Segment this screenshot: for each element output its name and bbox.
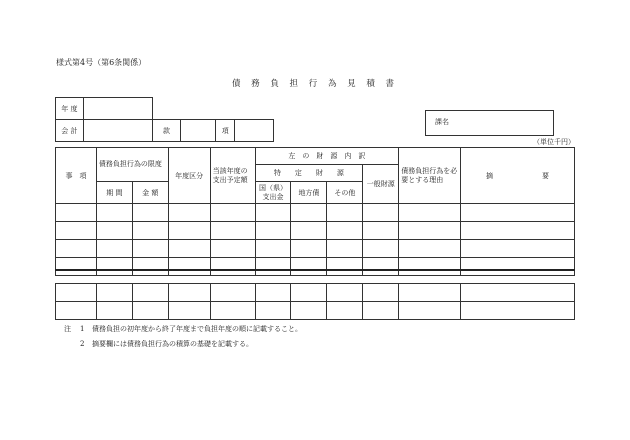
- note-1-number: 1: [80, 325, 85, 333]
- col-period-header: 期 間: [96, 182, 132, 204]
- note-2-text: 摘要欄には債務負担行為の積算の基礎を記載する。: [92, 340, 253, 348]
- table-row[interactable]: [56, 222, 575, 240]
- note-prefix: 注: [64, 325, 71, 333]
- header-table: [55, 97, 274, 142]
- unit-note: （単位千円）: [533, 138, 575, 146]
- kou-field[interactable]: [235, 120, 274, 142]
- kan-label: 款: [153, 120, 181, 142]
- table-row[interactable]: [56, 284, 575, 302]
- table-row[interactable]: [56, 204, 575, 222]
- col-local-bond-header: 地方債: [291, 182, 327, 204]
- col-remarks-header: 摘 要: [461, 148, 575, 204]
- section-name-label: 課名: [435, 118, 449, 126]
- col-amount-header: 金 額: [132, 182, 168, 204]
- year-field[interactable]: [83, 98, 153, 120]
- note-1-text: 債務負担の初年度から終了年度まで負担年度の順に記載すること。: [92, 325, 302, 333]
- table-row[interactable]: [56, 258, 575, 276]
- col-national-header: 国（県）支出金: [255, 182, 291, 204]
- account-field[interactable]: [83, 120, 153, 142]
- col-other-header: その他: [327, 182, 363, 204]
- col-item-header: 事 項: [56, 148, 97, 204]
- kou-label: 項: [216, 120, 235, 142]
- col-specific-funds-header: 特 定 財 源: [255, 165, 363, 182]
- account-label: 会 計: [56, 120, 84, 142]
- main-table: [55, 147, 575, 276]
- table-row[interactable]: [56, 302, 575, 320]
- year-label: 年 度: [56, 98, 84, 120]
- col-reason-header: 債務負担行為を必要とする理由: [399, 148, 461, 204]
- kan-field[interactable]: [180, 120, 215, 142]
- col-funding-breakdown-header: 左 の 財 源 内 訳: [255, 148, 399, 165]
- totals-table: [55, 283, 575, 320]
- document-title: 債 務 負 担 行 為 見 積 書: [231, 79, 399, 89]
- form-number: 様式第4号（第6条関係）: [56, 58, 147, 67]
- col-year-class-header: 年度区分: [168, 148, 210, 204]
- table-row[interactable]: [56, 240, 575, 258]
- col-planned-expense-header: 当該年度の支出予定額: [210, 148, 255, 204]
- col-general-funds-header: 一般財源: [363, 165, 399, 204]
- note-2-number: 2: [80, 340, 85, 348]
- total-separator-line: [55, 269, 575, 271]
- col-period-group-header: 債務負担行為の限度: [96, 148, 168, 182]
